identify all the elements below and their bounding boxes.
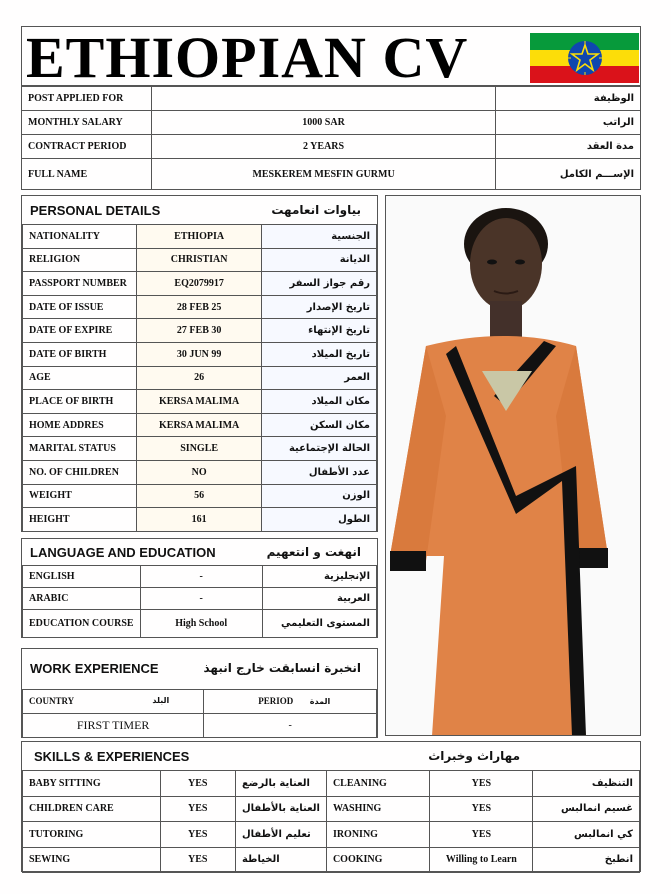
contract-period-label: CONTRACT PERIOD: [22, 135, 152, 159]
passport-number-value: EQ2079917: [136, 272, 261, 296]
skill-label-ar: التنظيف: [533, 771, 640, 797]
table-row: [23, 437, 377, 461]
table-row: [22, 87, 641, 111]
candidate-portrait: [386, 196, 641, 736]
table-row: [23, 771, 640, 797]
religion-value: CHRISTIAN: [136, 248, 261, 272]
arabic-label-ar: العربية: [262, 588, 376, 610]
table-row: [23, 566, 377, 588]
country-header-cell: [23, 690, 204, 714]
education-label: EDUCATION COURSE: [23, 610, 141, 638]
table-row: [22, 159, 641, 190]
work-experience-title: WORK EXPERIENCE: [30, 661, 159, 676]
section-header: [22, 742, 640, 770]
education-value: High School: [140, 610, 262, 638]
table-row: [22, 111, 641, 135]
candidate-photo: [385, 195, 641, 736]
date-of-issue-value: 28 FEB 25: [136, 295, 261, 319]
language-education-section: [21, 538, 378, 638]
title-box: [21, 25, 641, 90]
weight-value: 56: [136, 484, 261, 508]
skill-value: YES: [160, 822, 235, 848]
marital-status-value: SINGLE: [136, 437, 261, 461]
date-of-birth-value: 30 JUN 99: [136, 342, 261, 366]
flag-emblem-icon: [567, 40, 603, 76]
english-label-ar: الإنجليزية: [262, 566, 376, 588]
english-value: -: [140, 566, 262, 588]
table-row: [23, 319, 377, 343]
nationality-label-ar: الجنسية: [262, 225, 377, 249]
date-of-expire-value: 27 FEB 30: [136, 319, 261, 343]
post-applied-label-ar: الوظيفة: [496, 87, 641, 111]
skill-value: YES: [160, 796, 235, 822]
home-address-label-ar: مكان السكن: [262, 413, 377, 437]
skills-title: SKILLS & EXPERIENCES: [34, 749, 190, 764]
religion-label-ar: الديانة: [262, 248, 377, 272]
section-header: [22, 539, 377, 567]
nationality-value: ETHIOPIA: [136, 225, 261, 249]
personal-details-title: PERSONAL DETAILS: [30, 203, 161, 218]
skill-label-ar: كي انمالبس: [533, 822, 640, 848]
personal-details-section: [21, 195, 378, 532]
skill-label: SEWING: [23, 847, 161, 873]
skills-table: [22, 770, 640, 873]
table-row: [23, 390, 377, 414]
skill-value: YES: [430, 771, 533, 797]
language-education-title-ar: انهغت و انتعهيم: [266, 545, 361, 559]
skill-label-ar: غسيم انمالبس: [533, 796, 640, 822]
table-row: [23, 610, 377, 638]
table-row: [23, 508, 377, 532]
marital-status-label: MARITAL STATUS: [23, 437, 137, 461]
place-of-birth-value: KERSA MALIMA: [136, 390, 261, 414]
date-of-expire-label-ar: تاريخ الإنتهاء: [262, 319, 377, 343]
table-row: [23, 822, 640, 848]
date-of-issue-label: DATE OF ISSUE: [23, 295, 137, 319]
table-row: [23, 714, 377, 738]
skills-section: [21, 741, 641, 872]
skill-value: YES: [430, 822, 533, 848]
country-label: COUNTRY: [29, 696, 75, 706]
skill-label: TUTORING: [23, 822, 161, 848]
table-row: [23, 248, 377, 272]
weight-label: WEIGHT: [23, 484, 137, 508]
full-name-label-ar: الإســـم الكامل: [496, 159, 641, 190]
period-value: -: [204, 714, 377, 738]
age-label: AGE: [23, 366, 137, 390]
language-education-table: [22, 565, 377, 638]
table-row: [23, 588, 377, 610]
monthly-salary-label-ar: الراتب: [496, 111, 641, 135]
work-experience-table: [22, 689, 377, 738]
job-details-table: [21, 86, 641, 190]
monthly-salary-label: MONTHLY SALARY: [22, 111, 152, 135]
skill-label: WASHING: [326, 796, 430, 822]
date-of-issue-label-ar: تاريخ الإصدار: [262, 295, 377, 319]
table-row: [23, 460, 377, 484]
work-experience-section: [21, 648, 378, 738]
post-applied-label: POST APPLIED FOR: [22, 87, 152, 111]
personal-details-table: [22, 224, 377, 532]
skill-label-ar: تعليم الأطفال: [235, 822, 326, 848]
skill-value: Willing to Learn: [430, 847, 533, 873]
table-row: [23, 690, 377, 714]
date-of-birth-label-ar: تاريخ الميلاد: [262, 342, 377, 366]
skill-value: YES: [160, 847, 235, 873]
table-row: [23, 484, 377, 508]
skill-label: COOKING: [326, 847, 430, 873]
height-label-ar: الطول: [262, 508, 377, 532]
period-header-cell: [204, 690, 377, 714]
table-row: [23, 847, 640, 873]
skill-label-ar: العناية بالأطفال: [235, 796, 326, 822]
place-of-birth-label-ar: مكان الميلاد: [262, 390, 377, 414]
no-of-children-value: NO: [136, 460, 261, 484]
cv-title: ETHIOPIAN CV: [26, 25, 469, 90]
arabic-value: -: [140, 588, 262, 610]
religion-label: RELIGION: [23, 248, 137, 272]
section-header: [22, 649, 377, 677]
age-label-ar: العمر: [262, 366, 377, 390]
skill-label: CLEANING: [326, 771, 430, 797]
full-name-label: FULL NAME: [22, 159, 152, 190]
period-label: PERIOD: [258, 696, 294, 706]
age-value: 26: [136, 366, 261, 390]
marital-status-label-ar: الحالة الإجتماعية: [262, 437, 377, 461]
skill-label: CHILDREN CARE: [23, 796, 161, 822]
period-label-ar: المدة: [309, 697, 331, 706]
height-value: 161: [136, 508, 261, 532]
ethiopia-flag-icon: [530, 33, 639, 83]
passport-number-label: PASSPORT NUMBER: [23, 272, 137, 296]
language-education-title: LANGUAGE AND EDUCATION: [30, 545, 216, 560]
no-of-children-label-ar: عدد الأطفال: [262, 460, 377, 484]
personal-details-title-ar: بياوات انعامهت: [271, 203, 361, 217]
skill-value: YES: [160, 771, 235, 797]
table-row: [23, 272, 377, 296]
country-label-ar: البلد: [152, 696, 170, 705]
home-address-label: HOME ADDRES: [23, 413, 137, 437]
skill-label-ar: العناية بالرضع: [235, 771, 326, 797]
table-row: [23, 366, 377, 390]
full-name-value: MESKEREM MESFIN GURMU: [151, 159, 495, 190]
height-label: HEIGHT: [23, 508, 137, 532]
nationality-label: NATIONALITY: [23, 225, 137, 249]
place-of-birth-label: PLACE OF BIRTH: [23, 390, 137, 414]
section-header: [22, 196, 377, 224]
post-applied-value: [151, 87, 495, 111]
monthly-salary-value: 1000 SAR: [151, 111, 495, 135]
no-of-children-label: NO. OF CHILDREN: [23, 460, 137, 484]
table-row: [23, 796, 640, 822]
skill-label: IRONING: [326, 822, 430, 848]
home-address-value: KERSA MALIMA: [136, 413, 261, 437]
work-experience-title-ar: انخبرة انسابقت خارج انبهذ: [203, 661, 361, 675]
table-row: [22, 135, 641, 159]
skills-title-ar: مهاراث وخبراث: [428, 749, 520, 763]
arabic-label: ARABIC: [23, 588, 141, 610]
table-row: [23, 342, 377, 366]
table-row: [23, 295, 377, 319]
weight-label-ar: الوزن: [262, 484, 377, 508]
contract-period-value: 2 YEARS: [151, 135, 495, 159]
table-row: [23, 225, 377, 249]
skill-label-ar: الخياطة: [235, 847, 326, 873]
country-value: FIRST TIMER: [23, 714, 204, 738]
contract-period-label-ar: مدة العقد: [496, 135, 641, 159]
education-label-ar: المستوى التعليمي: [262, 610, 376, 638]
english-label: ENGLISH: [23, 566, 141, 588]
date-of-expire-label: DATE OF EXPIRE: [23, 319, 137, 343]
skill-label-ar: انطبخ: [533, 847, 640, 873]
date-of-birth-label: DATE OF BIRTH: [23, 342, 137, 366]
skill-label: BABY SITTING: [23, 771, 161, 797]
passport-number-label-ar: رقم جواز السفر: [262, 272, 377, 296]
table-row: [23, 413, 377, 437]
skill-value: YES: [430, 796, 533, 822]
